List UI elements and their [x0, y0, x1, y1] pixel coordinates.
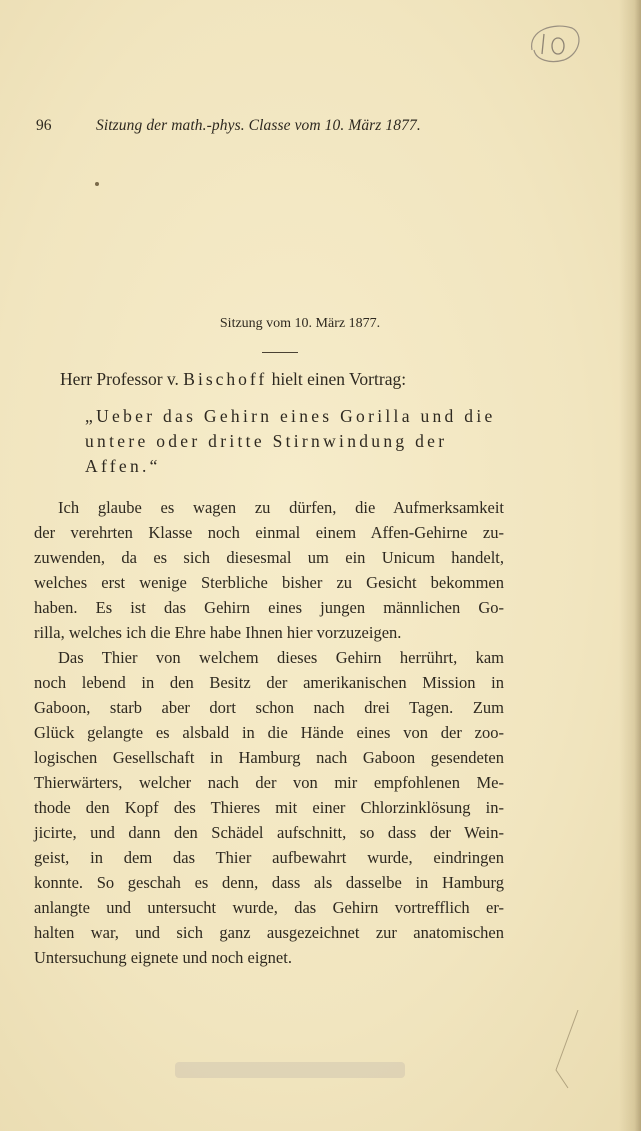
text-line: Glück gelangte es alsbald in die Hände eines von der zoo- — [34, 723, 504, 742]
text-line: logischen Gesellschaft in Hamburg nach Gaboon gesendeten — [34, 748, 504, 767]
text-line: konnte. So geschah es denn, dass als dasselbe in Hamburg — [34, 873, 504, 892]
paragraph — [34, 645, 504, 970]
lecture-title-line: Affen.“ — [85, 456, 161, 476]
text-line: anlangte und untersucht wurde, das Gehirn vortrefflich er- — [34, 898, 504, 917]
handwritten-page-mark — [524, 20, 584, 70]
text-line: halten war, und sich ganz ausgezeichnet zur anatomischen — [34, 923, 504, 942]
text-line: rilla, welches ich die Ehre habe Ihnen hier vorzuzeigen. — [34, 623, 402, 642]
intro-suffix: hielt einen Vortrag: — [271, 369, 407, 389]
intro-prefix: Herr Professor v. — [60, 369, 179, 389]
lecture-intro — [60, 369, 406, 390]
running-head-title: Sitzung der math.-phys. Classe vom 10. März 1877. — [96, 117, 421, 134]
text-line: Gaboon, starb aber dort schon nach drei Tagen. Zum — [34, 698, 504, 717]
lecture-title-line: untere oder dritte Stirnwindung der — [85, 431, 448, 451]
text-line: welches erst wenige Sterbliche bisher zu Gesicht bekommen — [34, 573, 504, 592]
running-head — [36, 117, 601, 139]
text-line: zuwenden, da es sich diesesmal um ein Unicum handelt, — [34, 548, 504, 567]
text-line: jicirte, und dann den Schädel aufschnitt, so dass der Wein- — [34, 823, 504, 842]
session-title: Sitzung vom 10. März 1877. — [219, 316, 381, 331]
paragraph — [34, 495, 504, 645]
page-crease — [548, 1010, 588, 1090]
speaker-name: Bischoff — [183, 369, 268, 389]
text-line: noch lebend in den Besitz der amerikanischen Mission in — [34, 673, 504, 692]
lecture-title-line: „Ueber das Gehirn eines Gorilla und die — [85, 406, 496, 426]
paper-smudge — [175, 1062, 405, 1078]
page-number: 96 — [36, 117, 52, 134]
text-line: thode den Kopf des Thieres mit einer Chlorzinklösung in- — [34, 798, 504, 817]
text-line: Das Thier von welchem dieses Gehirn herrührt, kam — [58, 648, 504, 667]
text-line: Untersuchung eignete und noch eignet. — [34, 948, 292, 967]
page-edge-shadow — [619, 0, 641, 1131]
body-text — [34, 495, 504, 970]
text-line: der verehrten Klasse noch einmal einem Affen-Gehirne zu- — [34, 523, 504, 542]
text-line: haben. Es ist das Gehirn eines jungen männlichen Go- — [34, 598, 504, 617]
text-line: Thierwärters, welcher nach der von mir empfohlenen Me- — [34, 773, 504, 792]
lecture-title — [85, 404, 505, 479]
text-line: Ich glaube es wagen zu dürfen, die Aufmerksamkeit — [58, 498, 504, 517]
handwritten-mark-text: 10 — [524, 20, 525, 21]
ink-speck — [95, 182, 99, 186]
separator-rule — [262, 352, 298, 353]
text-line: geist, in dem das Thier aufbewahrt wurde, eindringen — [34, 848, 504, 867]
